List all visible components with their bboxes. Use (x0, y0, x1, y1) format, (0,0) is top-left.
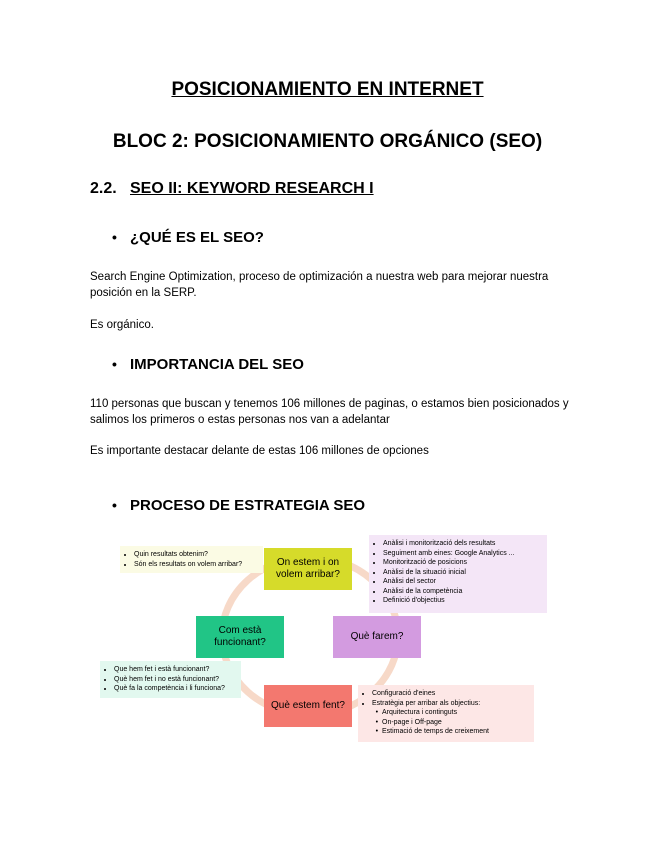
note-sub-item: • On-page i Off-page (382, 718, 528, 728)
note-item-text: Estratègia per arribar als objectius: (372, 699, 481, 707)
bullet-icon: • (112, 497, 117, 513)
note-left (100, 661, 241, 698)
heading-que-es-seo (112, 229, 264, 246)
note-item: • Definició d'objectius (383, 596, 541, 606)
note-item: • Què fa la competència i li funciona? (114, 684, 235, 694)
note-item: • Anàlisi i monitorització dels resultats (383, 539, 541, 549)
note-item: • Anàlisi del sector (383, 577, 541, 587)
paragraph-organic: Es orgánico. (90, 319, 154, 331)
note-item: • Anàlisi de la competència (383, 587, 541, 597)
heading-text: ¿QUÉ ES EL SEO? (130, 229, 264, 246)
heading-importancia-seo (112, 356, 304, 373)
paragraph-definition: Search Engine Optimization, proceso de optimización a nuestra web para mejorar nuestra posición en la SERP. (90, 271, 549, 299)
note-item: • Seguiment amb eines: Google Analytics ... (383, 549, 541, 559)
section-number: 2.2. (90, 180, 117, 197)
note-item: • Que hem fet i està funcionant? (114, 665, 235, 675)
paragraph-highlight: Es importante destacar delante de estas 106 millones de opciones (90, 445, 429, 457)
cycle-node-top: On estem i on volem arribar? (264, 548, 352, 590)
section-heading (90, 180, 374, 198)
document-subtitle: BLOC 2: POSICIONAMIENTO ORGÁNICO (SEO) (112, 131, 543, 152)
note-item: • Anàlisi de la situació inicial (383, 568, 541, 578)
note-item (372, 699, 528, 737)
paragraph-importance: 110 personas que buscan y tenemos 106 millones de paginas, o estamos bien posicionados y salimos los primeros o estas personas nos van a adelantar (90, 398, 569, 426)
note-top (120, 546, 263, 573)
cycle-node-bottom: Què estem fent? (264, 685, 352, 727)
note-bottom (358, 685, 534, 742)
note-item: • Què hem fet i no està funcionant? (114, 675, 235, 685)
cycle-node-left: Com està funcionant? (196, 616, 284, 658)
cycle-node-right: Què farem? (333, 616, 421, 658)
bullet-icon: • (112, 356, 117, 372)
note-sub-item: • Estimació de temps de creixement (382, 727, 528, 737)
note-item: • Monitorització de posicions (383, 558, 541, 568)
document-title: POSICIONAMIENTO EN INTERNET (171, 79, 484, 100)
note-right (369, 535, 547, 613)
note-item: • Configuració d'eines (372, 689, 528, 699)
heading-text: IMPORTANCIA DEL SEO (130, 356, 304, 373)
heading-proceso-estrategia (112, 497, 365, 514)
section-title: SEO II: KEYWORD RESEARCH I (130, 180, 374, 197)
bullet-icon: • (112, 229, 117, 245)
note-item: • Quin resultats obtenim? (134, 550, 257, 560)
heading-text: PROCESO DE ESTRATEGIA SEO (130, 497, 366, 514)
note-item: • Són els resultats on volem arribar? (134, 560, 257, 570)
note-sub-item: • Arquitectura i continguts (382, 708, 528, 718)
